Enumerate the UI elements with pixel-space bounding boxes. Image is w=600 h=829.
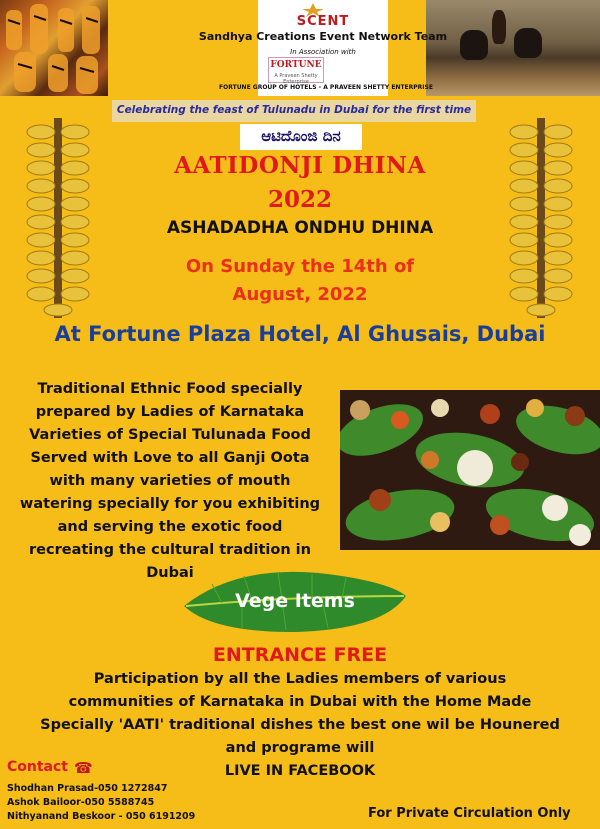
kambala-race-photo: [426, 0, 600, 96]
celebrate-text: Celebrating the feast of Tulunadu in Dubai for the first time: [116, 104, 472, 116]
food-description: [0, 378, 340, 585]
private-circulation-note: For Private Circulation Only: [368, 806, 571, 821]
event-date-line2: August, 2022: [232, 284, 368, 305]
tiger-dance-illustration: [0, 0, 108, 96]
entrance-free: ENTRANCE FREE: [212, 644, 388, 666]
kannada-title: ಆಟಿದೊಂಜಿ ದಿನ: [261, 127, 341, 145]
description-line: Dubai: [146, 565, 194, 581]
banana-bunch-right: [508, 118, 574, 318]
buffalo-shape: [460, 30, 488, 60]
event-title: AATIDONJI DHINA: [174, 152, 426, 179]
event-subtitle: ASHADADHA ONDHU DHINA: [166, 218, 434, 238]
event-date-line1: On Sunday the 14th of: [185, 256, 415, 277]
contact-person: Ashok Bailoor-050 5588745: [7, 797, 155, 808]
participation-text: [30, 668, 570, 783]
description-line: Served with Love to all Ganji Oota: [30, 450, 310, 466]
fortune-group-text: FORTUNE GROUP OF HOTELS - A PRAVEEN SHETTY ENTERPRISE: [219, 84, 433, 91]
description-line: recreating the cultural tradition in: [29, 542, 311, 558]
organizer-name: Sandhya Creations Event Network Team: [198, 30, 448, 43]
description-line: watering specially for you exhibiting: [19, 496, 321, 512]
banana-bunch-left: [25, 118, 91, 318]
event-venue: At Fortune Plaza Hotel, Al Ghusais, Dubai: [54, 322, 546, 346]
food-spread-photo: [340, 390, 600, 550]
description-line: and serving the exotic food: [57, 519, 283, 535]
description-line: Traditional Ethnic Food specially: [37, 381, 303, 397]
participation-line: and programe will: [225, 740, 375, 756]
vege-items-label: Vege Items: [235, 590, 355, 612]
fortune-tagline: A Praveen Shetty Enterprise: [274, 73, 318, 85]
phone-icon: ☎: [74, 759, 93, 777]
fortune-logo-text: FORTUNE: [270, 60, 322, 70]
contact-person: Nithyanand Beskoor - 050 6191209: [7, 811, 196, 822]
participation-line: LIVE IN FACEBOOK: [224, 763, 376, 779]
participation-line: Participation by all the Ladies members of various: [93, 671, 507, 687]
contact-label: Contact: [7, 759, 68, 775]
banana-leaf-food-illustration: [340, 390, 600, 550]
scent-logo-text: SCENT: [296, 14, 350, 29]
description-line: prepared by Ladies of Karnataka: [35, 404, 305, 420]
tiger-dance-photo: [0, 0, 108, 96]
runner-shape: [492, 10, 506, 44]
participation-line: Specially 'AATI' traditional dishes the best one wil be Hounered: [40, 717, 560, 733]
description-line: Varieties of Special Tulunada Food: [29, 427, 311, 443]
description-line: with many varieties of mouth: [49, 473, 291, 489]
buffalo-shape: [514, 28, 542, 58]
event-year: 2022: [267, 186, 332, 213]
participation-line: communities of Karnataka in Dubai with the Home Made: [68, 694, 532, 710]
association-text: In Association with: [290, 48, 356, 56]
contact-person: Shodhan Prasad-050 1272847: [7, 783, 168, 794]
